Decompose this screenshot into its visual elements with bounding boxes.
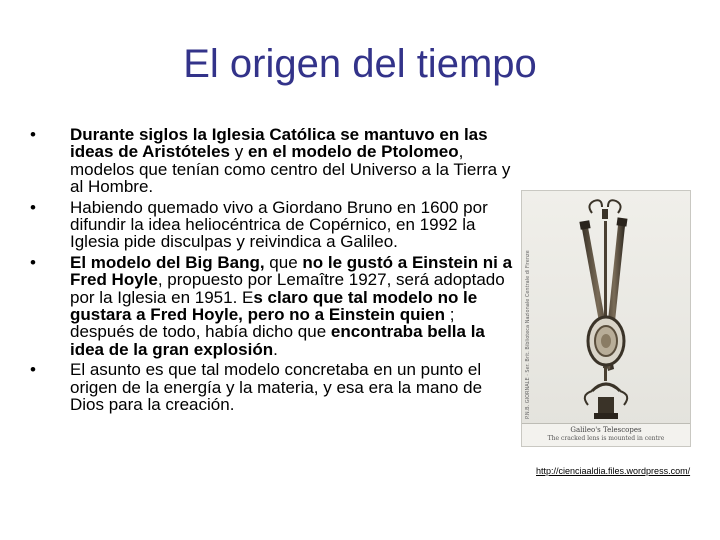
bullet-text: s claro que tal modelo no le gustara a Fred Hoyle, pero no a Einstein quien xyxy=(70,287,478,325)
bullet-text: Habiendo quemado vivo a Giordano Bruno en 1600 por difundir la idea heliocéntrica de Copérnico, en 1992 la Iglesia pide disculpas y reivindica a Galileo. xyxy=(70,197,488,252)
bullet-item xyxy=(30,361,516,413)
bullet-text: en el modelo de Ptolomeo xyxy=(247,142,459,162)
slide-title: El origen del tiempo xyxy=(183,42,537,86)
image-caption-title: Galileo's Telescopes xyxy=(570,426,642,434)
telescope-photo xyxy=(521,190,691,447)
bullet-text: , modelos que tenían como centro del Universo a la Tierra y al Hombre. xyxy=(70,142,511,197)
bullet-text: Durante siglos la Iglesia Católica se mantuvo en las ideas de Aristóteles xyxy=(70,125,488,162)
bullet-text: encontraba bella la idea de la gran explosión xyxy=(70,322,485,359)
source-link[interactable]: http://cienciaaldia.files.wordpress.com/ xyxy=(536,466,691,476)
bullet-dot: • xyxy=(30,252,36,272)
bullet-text: , propuesto por Lemaître 1927, será adoptado por la Iglesia en 1951. E xyxy=(70,270,505,307)
bullet-text: ; después de todo, había dicho que xyxy=(70,305,455,342)
bullet-text: El asunto es que tal modelo concretaba en un punto el origen de la energía y la materia, y esa era la mano de Dios para la creación. xyxy=(70,360,483,415)
bullet-list xyxy=(30,126,516,417)
image-caption-box xyxy=(522,423,690,446)
bullet-dot: • xyxy=(30,125,36,144)
galileo-telescopes-illustration xyxy=(522,191,690,446)
bullet-text: no le gustó a Einstein ni a Fred Hoyle xyxy=(70,252,513,290)
bullet-item xyxy=(30,199,516,251)
image-side-credit: P.N.B. GIORNALE · Ser. Brit. Biblioteca Nazionale Centrale di Firenze xyxy=(525,250,531,419)
image-caption-subtitle: The cracked lens is mounted in centre xyxy=(547,435,665,442)
bullet-item xyxy=(30,126,516,196)
bullet-text: El modelo del Big Bang, xyxy=(70,252,265,272)
bullet-dot: • xyxy=(30,360,36,380)
bullet-dot: • xyxy=(30,197,36,217)
bullet-text: . xyxy=(273,339,278,359)
bullet-text: que xyxy=(264,252,303,272)
bullet-text: y xyxy=(234,142,248,162)
bullet-item xyxy=(30,254,516,358)
